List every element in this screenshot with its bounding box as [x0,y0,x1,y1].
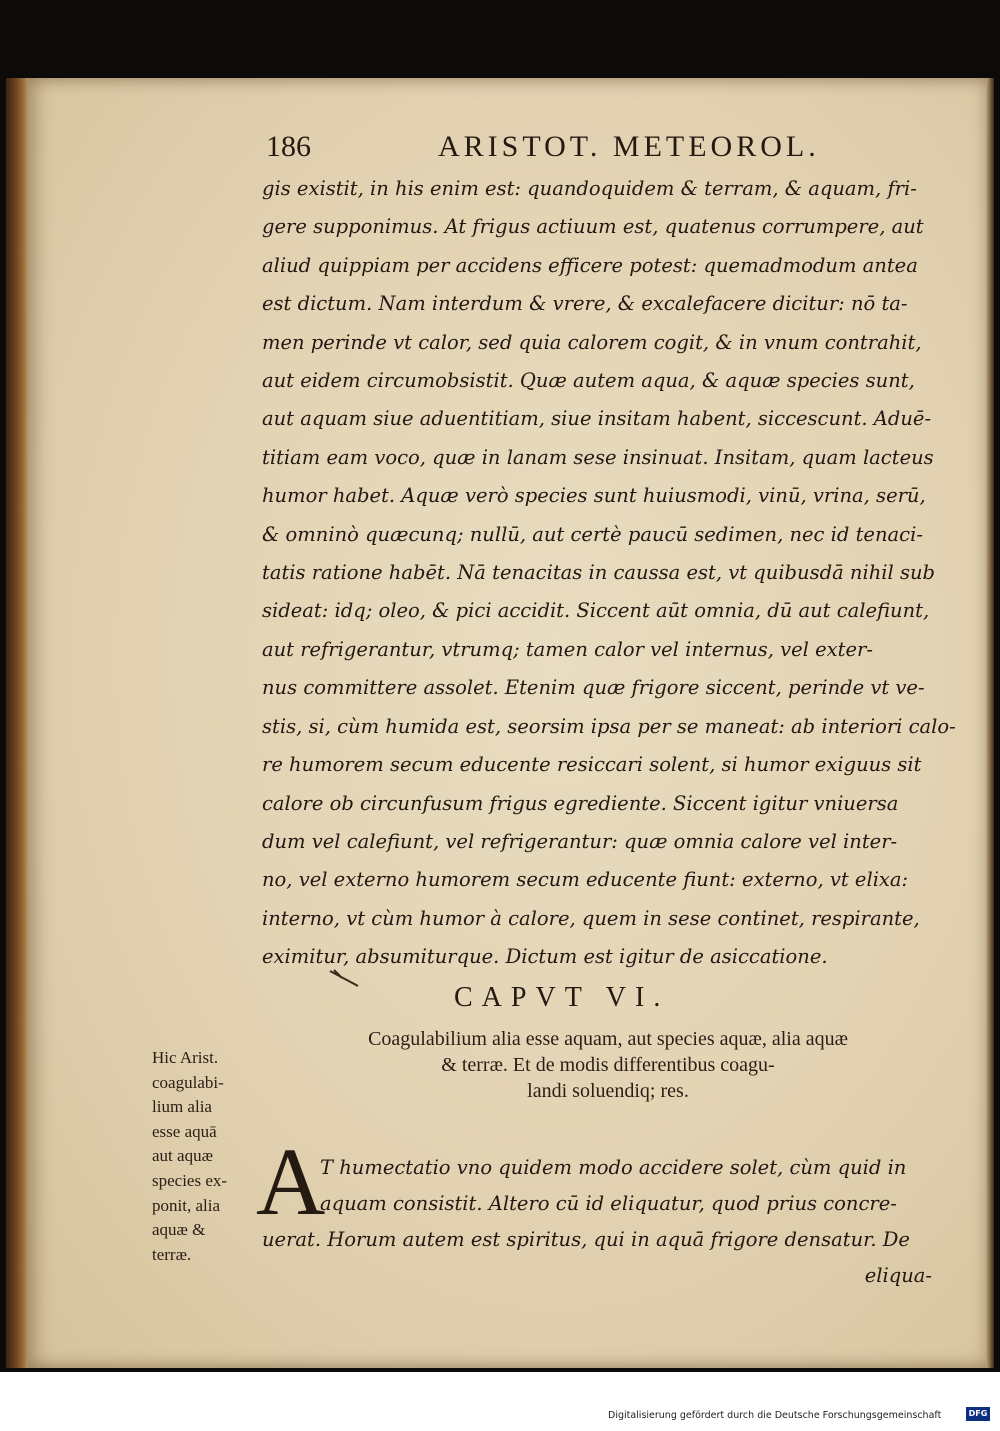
text-line: humor habet. Aquæ verò species sunt huiusmodi, vinū, vrina, serū, [262,484,926,508]
text-line: uerat. Horum autem est spiritus, qui in aquā frigore densatur. De [262,1228,910,1251]
summary-line: Coagulabilium alia esse aquam, aut species aquæ, alia aquæ [368,1028,848,1050]
text-line: dum vel calefiunt, vel refrigerantur: quæ omnia calore vel inter- [262,829,898,853]
text-line: T humectatio vno quidem modo accidere solet, cùm quid in [320,1156,907,1179]
text-line: aliud quippiam per accidens efficere potest: quemadmodum antea [262,253,918,277]
page-spine-edge [6,78,30,1368]
text-line: aut eidem circumobsistit. Quæ autem aqua, & aquæ species sunt, [262,369,915,393]
text-line: nus committere assolet. Etenim quæ frigore siccent, perinde vt ve- [262,676,925,700]
catchword: eliqua- [864,1264,932,1287]
drop-cap: A [256,1128,326,1235]
marginal-line: species ex- [152,1170,228,1190]
text-line: calore ob circunfusum frigus egrediente. Siccent igitur vniuersa [262,791,899,815]
text-line: aquam consistit. Altero cū id eliquatur, quod prius concre- [320,1192,897,1215]
chapter-summary [288,1026,928,1104]
text-line: tatis ratione habēt. Nā tenacitas in caussa est, vt quibusdā nihil sub [262,561,935,585]
text-line: re humorem secum educente resiccari solent, si humor exiguus sit [262,753,922,777]
text-line: titiam eam voco, quæ in lanam sese insinuat. Insitam, quam lacteus [262,445,934,469]
ink-mark [328,968,362,990]
text-line: aut aquam siue aduentitiam, siue insitam habent, siccescunt. Aduē- [262,407,932,431]
summary-line: & terræ. Et de modis differentibus coagu- [441,1054,775,1076]
marginal-line: aquæ & [152,1220,206,1240]
marginal-line: Hic Arist. [152,1048,219,1067]
text-line: & omninò quæcunq; nullū, aut certè paucū sedimen, nec id tenaci- [262,522,923,546]
text-line: sideat: idq; oleo, & pici accidit. Siccent aūt omnia, dū aut calefiunt, [262,599,930,623]
text-line: eximitur, absumiturque. Dictum est igitur de asiccatione. [262,945,828,969]
marginal-line: ponit, alia [152,1195,220,1215]
summary-line: landi soluendiq; res. [527,1080,689,1102]
marginal-line: coagulabi- [152,1072,224,1092]
text-line: men perinde vt calor, sed quia calorem cogit, & in vnum contrahit, [262,330,922,354]
page-header [266,130,966,174]
marginal-line: lium alia [152,1097,212,1117]
text-line: no, vel externo humorem secum educente fiunt: externo, vt elixa: [262,868,909,892]
running-head: ARISTOT. METEOROL. [438,130,820,163]
digitization-credit: Digitalisierung gefördert durch die Deutsche Forschungsgemeinschaft [608,1410,942,1421]
text-line: est dictum. Nam interdum & vrere, & excalefacere dicitur: nō ta- [262,292,908,316]
text-line: stis, si, cùm humida est, seorsim ipsa per se maneat: ab interiori calo- [262,714,956,738]
page-right-edge [986,78,994,1368]
opening-paragraph [262,1150,962,1294]
text-line: interno, vt cùm humor à calore, quem in sese continet, respirante, [262,906,920,930]
marginal-note [152,1046,262,1267]
text-line: gis existit, in his enim est: quandoquidem & terram, & aquam, fri- [262,177,917,200]
body-text [262,170,982,977]
dfg-logo-icon: DFG [966,1407,990,1421]
marginal-line: terræ. [152,1244,192,1264]
text-line: aut refrigerantur, vtrumq; tamen calor vel internus, vel exter- [262,637,873,661]
text-line: gere supponimus. At frigus actiuum est, quatenus corrumpere, aut [262,215,924,239]
chapter-heading: CAPVT VI. [454,982,670,1013]
page-number: 186 [266,130,311,163]
marginal-line: esse aquā [152,1121,217,1141]
marginal-line: aut aquæ [152,1146,213,1166]
